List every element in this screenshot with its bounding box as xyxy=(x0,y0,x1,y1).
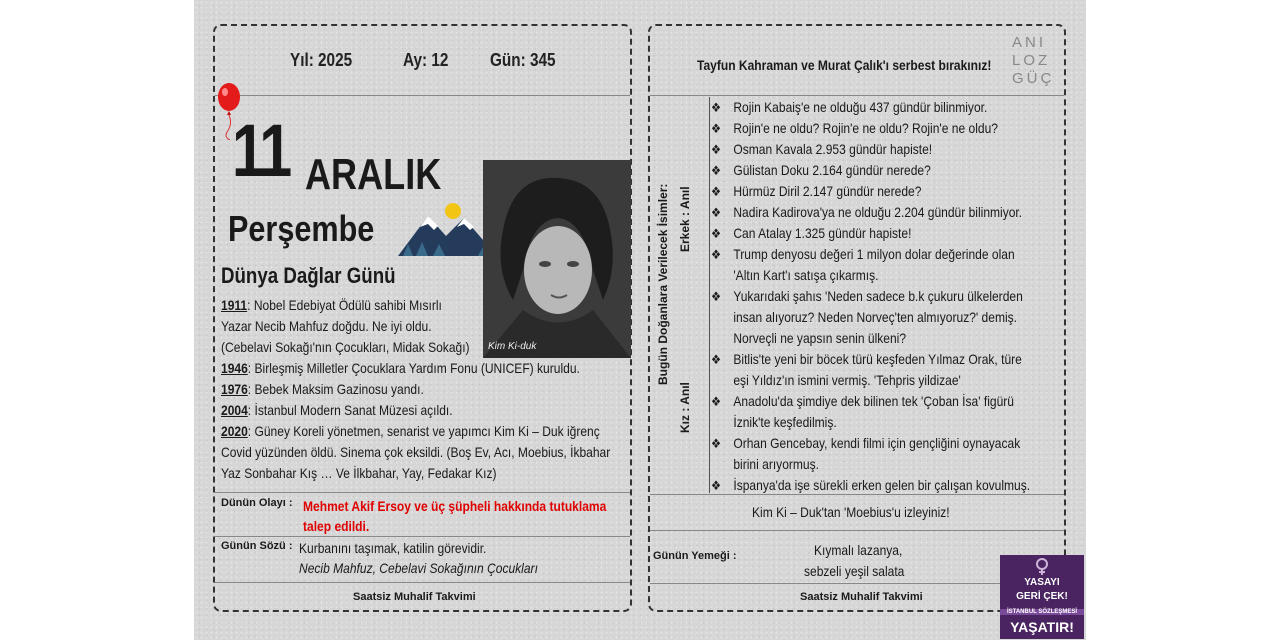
history-item: 2004: İstanbul Modern Sanat Müzesi açıldı. xyxy=(221,402,453,418)
list-item: ❖ Nadira Kadirova'ya ne olduğu 2.204 gündür bilinmiyor. xyxy=(711,204,1023,220)
list-item: ❖ Trump denyosu değeri 1 milyon dolar değerinde olan xyxy=(711,246,1015,262)
badge-line: GERİ ÇEK! xyxy=(1016,591,1068,602)
list-item: ❖ Rojin'e ne oldu? Rojin'e ne oldu? Rojin'e ne oldu? xyxy=(711,120,998,136)
list-item-cont: insan alıyoruz? Neden Norveç'ten almıyoruz?' demiş. xyxy=(733,309,1018,325)
list-item-cont: 'Altın Kart'ı satışa çıkarmış. xyxy=(733,267,879,283)
logo xyxy=(1012,34,1054,88)
history-item: 1976: Bebek Maksim Gazinosu yandı. xyxy=(221,381,424,397)
venus-icon xyxy=(1030,557,1054,575)
dunun-olayi-label: Dünün Olayı : xyxy=(221,497,293,509)
list-item: ❖ Orhan Gencebay, kendi filmi için gençliğini oynayacak xyxy=(711,435,1021,451)
divider xyxy=(215,95,630,96)
list-item: ❖ Anadolu'da şimdiye dek bilinen tek 'Çoban İsa' figürü xyxy=(711,393,1015,409)
month-number: Ay: 12 xyxy=(403,50,449,70)
badge-line: İSTANBUL SÖZLEŞMESİ xyxy=(1000,609,1084,615)
history-item: 1911: Nobel Edebiyat Ödülü sahibi Mısırlı xyxy=(221,297,442,313)
divider xyxy=(215,492,630,493)
names-title: Bugün Doğanlara Verilecek İsimler: xyxy=(656,183,670,385)
gunun-sozu-label: Günün Sözü : xyxy=(221,540,293,552)
divider xyxy=(215,582,630,583)
footer-title: Saatsiz Muhalif Takvimi xyxy=(800,591,923,603)
divider xyxy=(650,530,1064,531)
name-kiz: Kız : Anıl xyxy=(678,382,692,433)
release-demand: Tayfun Kahraman ve Murat Çalık'ı serbest bırakınız! xyxy=(697,57,992,73)
dunun-olayi-text: Mehmet Akif Ersoy ve üç şüpheli hakkında tutuklama xyxy=(303,498,607,514)
movie-recommendation: Kim Ki – Duk'tan 'Moebius'u izleyiniz! xyxy=(752,504,950,520)
list-item-cont: eşi Yıldız'ın ismini vermiş. 'Tehpris yildizae' xyxy=(733,372,961,388)
list-item: ❖ Can Atalay 1.325 gündür hapiste! xyxy=(711,225,912,241)
list-item: ❖ Rojin Kabaiş'e ne olduğu 437 gündür bilinmiyor. xyxy=(711,99,988,115)
list-item: ❖ Gülistan Doku 2.164 gündür nerede? xyxy=(711,162,931,178)
year-label: Yıl: 2025 xyxy=(290,50,353,70)
badge-line: YASAYI xyxy=(1024,577,1060,588)
list-item: ❖ Bitlis'te yeni bir böcek türü keşfeden Yılmaz Orak, türe xyxy=(711,351,1022,367)
list-item-cont: Norveçli ne yapsın senin ülkeni? xyxy=(733,330,907,346)
divider xyxy=(215,536,630,537)
yemek-line: Kıymalı lazanya, xyxy=(814,542,903,558)
campaign-badge xyxy=(1000,555,1084,639)
list-item-cont: birini arıyormuş. xyxy=(733,456,820,472)
day-of-year: Gün: 345 xyxy=(490,50,556,70)
gunun-sozu-text: Kurbanını taşımak, katilin görevidir. xyxy=(299,540,487,556)
weekday-name: Perşembe xyxy=(228,208,375,249)
history-item: (Cebelavi Sokağı'nın Çocukları, Midak Sokağı) xyxy=(221,339,470,355)
yemek-line: sebzeli yeşil salata xyxy=(804,563,905,579)
history-item: Yazar Necib Mahfuz doğdu. Ne iyi oldu. xyxy=(221,318,432,334)
divider xyxy=(650,494,1064,495)
dunun-olayi-text-cont: talep edildi. xyxy=(303,518,370,534)
list-item-cont: İznik'te keşfedilmiş. xyxy=(733,414,837,430)
portrait-image xyxy=(483,160,631,358)
month-name: ARALIK xyxy=(305,150,442,199)
gunun-sozu-source: Necib Mahfuz, Cebelavi Sokağının Çocukları xyxy=(299,560,538,576)
photo-caption: Kim Ki-duk xyxy=(488,341,537,352)
history-item: 1946: Birleşmiş Milletler Çocuklara Yardım Fonu (UNICEF) kuruldu. xyxy=(221,360,580,376)
name-erkek: Erkek : Anıl xyxy=(678,186,692,252)
badge-line: YAŞATIR! xyxy=(1010,619,1074,635)
logo-line: LOZ xyxy=(1012,52,1051,69)
list-item: ❖ Yukarıdaki şahıs 'Neden sadece b.k çukuru ülkelerden xyxy=(711,288,1023,304)
history-item: Covid yüzünden öldü. Sinema çok eksildi. (Boş Ev, Acı, Moebius, İkbahar xyxy=(221,444,611,460)
logo-line: ANI xyxy=(1012,34,1047,51)
divider xyxy=(650,95,1064,96)
logo-line: GÜÇ xyxy=(1012,70,1055,87)
list-item: ❖ Osman Kavala 2.953 gündür hapiste! xyxy=(711,141,933,157)
footer-title: Saatsiz Muhalif Takvimi xyxy=(353,591,476,603)
day-number: 11 xyxy=(232,109,290,192)
list-item: ❖ İspanya'da işe sürekli erken gelen bir çalışan kovulmuş. xyxy=(711,477,1031,493)
divider xyxy=(709,97,710,493)
list-item: ❖ Hürmüz Diril 2.147 gündür nerede? xyxy=(711,183,922,199)
portrait-photo xyxy=(483,160,631,358)
special-day: Dünya Dağlar Günü xyxy=(221,263,396,288)
history-item: 2020: Güney Koreli yönetmen, senarist ve yapımcı Kim Ki – Duk iğrenç xyxy=(221,423,600,439)
history-item: Yaz Sonbahar Kış … Ve İlkbahar, Yay, Fedakar Kız) xyxy=(221,465,497,481)
yemek-label: Günün Yemeği : xyxy=(653,550,737,562)
